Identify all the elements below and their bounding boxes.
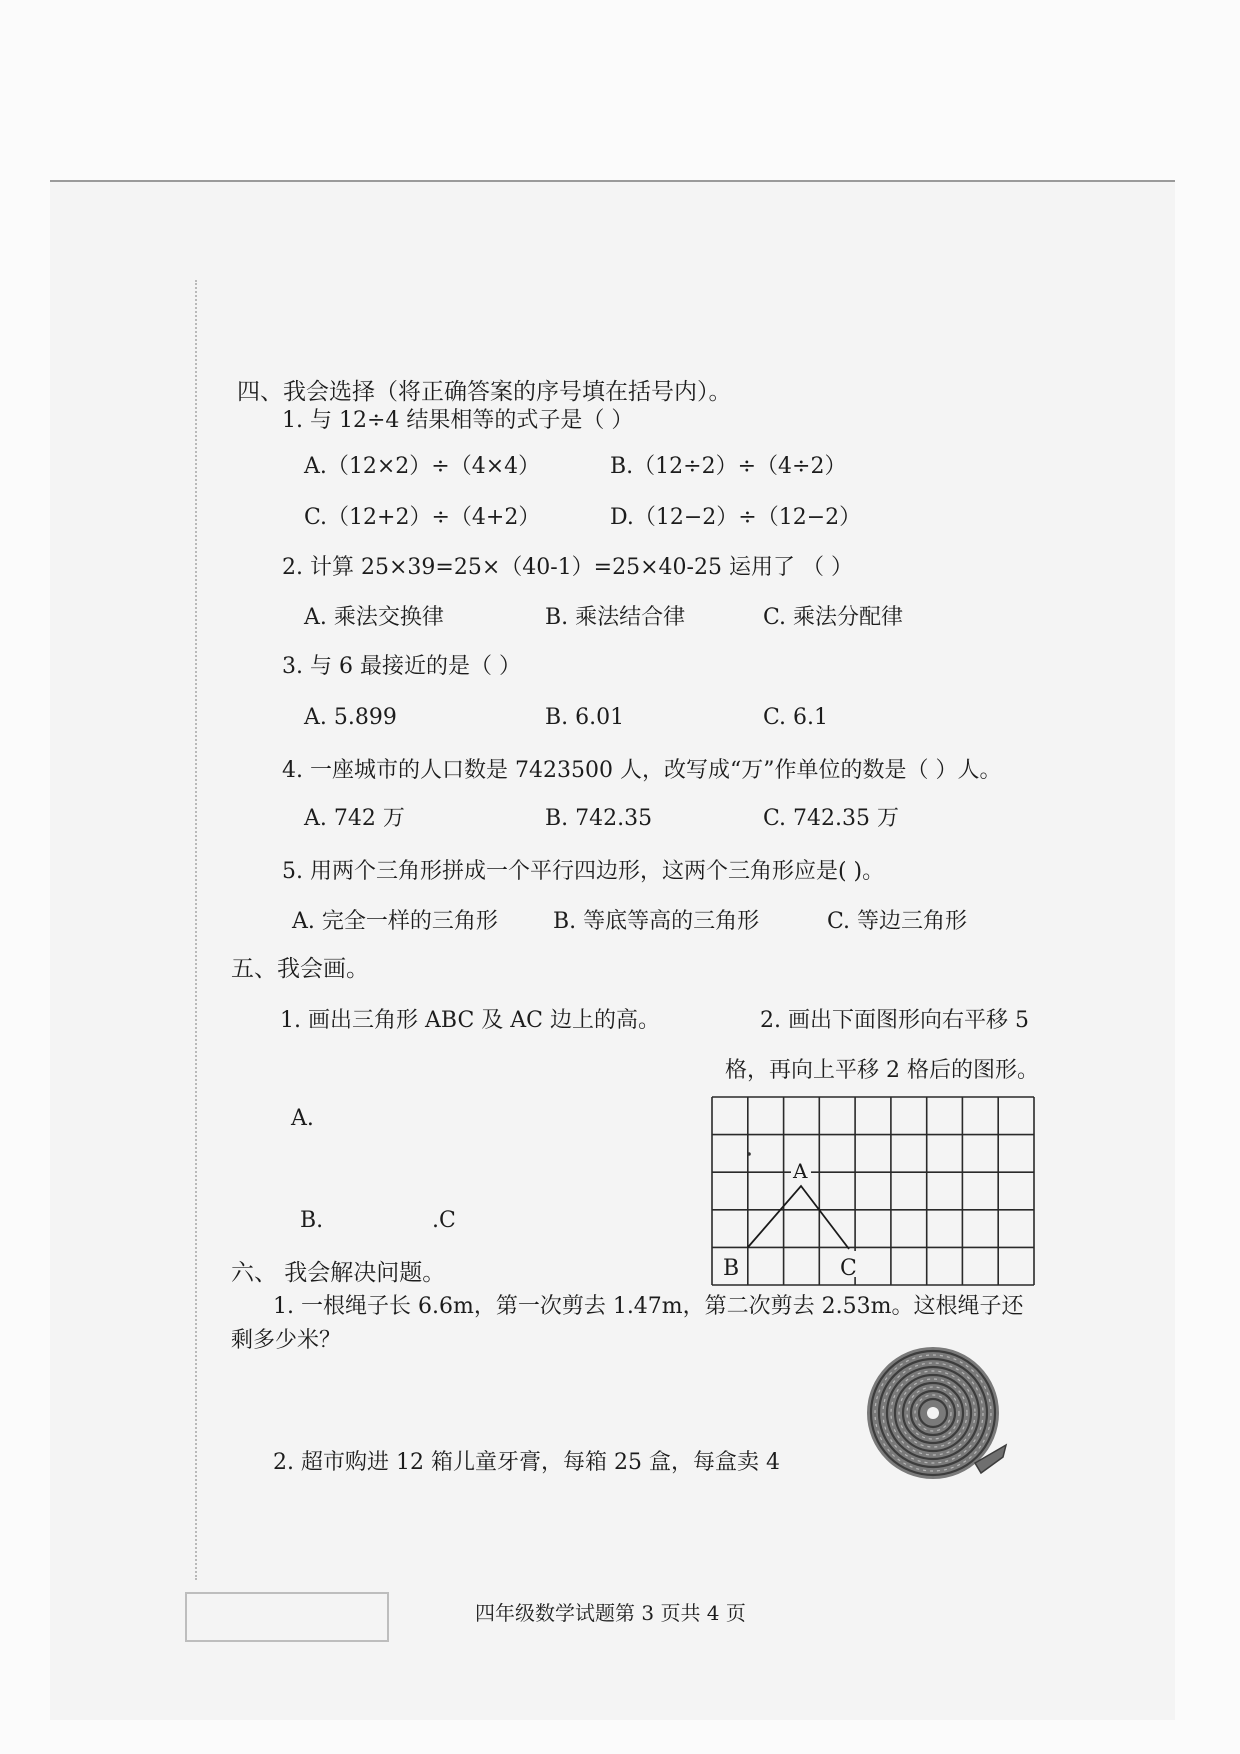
page-footer: 四年级数学试题第 3 页共 4 页 (475, 1601, 746, 1625)
point-a-label: A. (291, 1106, 314, 1131)
q2-option-b: B. 乘法结合律 (545, 605, 686, 630)
solve-q2: 2. 超市购进 12 箱儿童牙膏，每箱 25 盒，每盒卖 4 (273, 1450, 780, 1475)
q2-option-a: A. 乘法交换律 (304, 605, 444, 630)
q3-option-a: A. 5.899 (304, 705, 397, 730)
q1-option-b: B.（12÷2）÷（4÷2） (610, 454, 847, 479)
binding-margin (195, 280, 227, 1580)
coiled-rope-image (863, 1345, 1008, 1485)
q1-option-c: C.（12+2）÷（4+2） (304, 505, 541, 530)
q5-option-c: C. 等边三角形 (827, 909, 968, 934)
q3-stem: 3. 与 6 最接近的是（ ） (282, 654, 521, 679)
q5-option-a: A. 完全一样的三角形 (292, 909, 498, 934)
q3-option-b: B. 6.01 (545, 705, 625, 730)
q5-stem: 5. 用两个三角形拼成一个平行四边形，这两个三角形应是( )。 (282, 859, 885, 884)
draw-q1: 1. 画出三角形 ABC 及 AC 边上的高。 (280, 1008, 660, 1033)
draw-q2-line2: 格，再向上平移 2 格后的图形。 (725, 1058, 1039, 1083)
solve-q1-line1: 1. 一根绳子长 6.6m，第一次剪去 1.47m，第二次剪去 2.53m。这根绳子还 (273, 1294, 1024, 1319)
q2-option-c: C. 乘法分配律 (763, 605, 904, 630)
q4-option-b: B. 742.35 (545, 806, 653, 831)
q1-option-d: D.（12−2）÷（12−2） (610, 505, 862, 530)
grid-vertex-c: C (840, 1256, 857, 1281)
q2-stem: 2. 计算 25×39=25×（40-1）=25×40-25 运用了 （ ） (282, 555, 853, 580)
grid-vertex-a: A (793, 1159, 808, 1183)
drawing-grid (711, 1096, 1035, 1286)
draw-q2-line1: 2. 画出下面图形向右平移 5 (760, 1008, 1029, 1033)
q4-stem: 4. 一座城市的人口数是 7423500 人，改写成“万”作单位的数是（ ）人。 (282, 758, 1002, 783)
q3-option-c: C. 6.1 (763, 705, 829, 730)
q4-option-a: A. 742 万 (304, 806, 405, 831)
q1-option-a: A.（12×2）÷（4×4） (304, 454, 541, 479)
q1-stem: 1. 与 12÷4 结果相等的式子是（ ） (282, 408, 634, 433)
point-c-label: .C (432, 1208, 456, 1233)
section6-title: 六、 我会解决问题。 (231, 1260, 446, 1286)
grid-vertex-b: B (723, 1256, 740, 1281)
solve-q1-line2: 剩多少米？ (231, 1328, 342, 1353)
section5-title: 五、我会画。 (231, 956, 369, 982)
seat-number-box (185, 1592, 389, 1642)
q4-option-c: C. 742.35 万 (763, 806, 900, 831)
sheet-top-edge (50, 180, 1175, 182)
triangle-abc-shape (748, 1186, 849, 1249)
q5-option-b: B. 等底等高的三角形 (553, 909, 760, 934)
point-b-label: B. (300, 1208, 324, 1233)
section4-title: 四、我会选择（将正确答案的序号填在括号内）。 (237, 379, 732, 405)
